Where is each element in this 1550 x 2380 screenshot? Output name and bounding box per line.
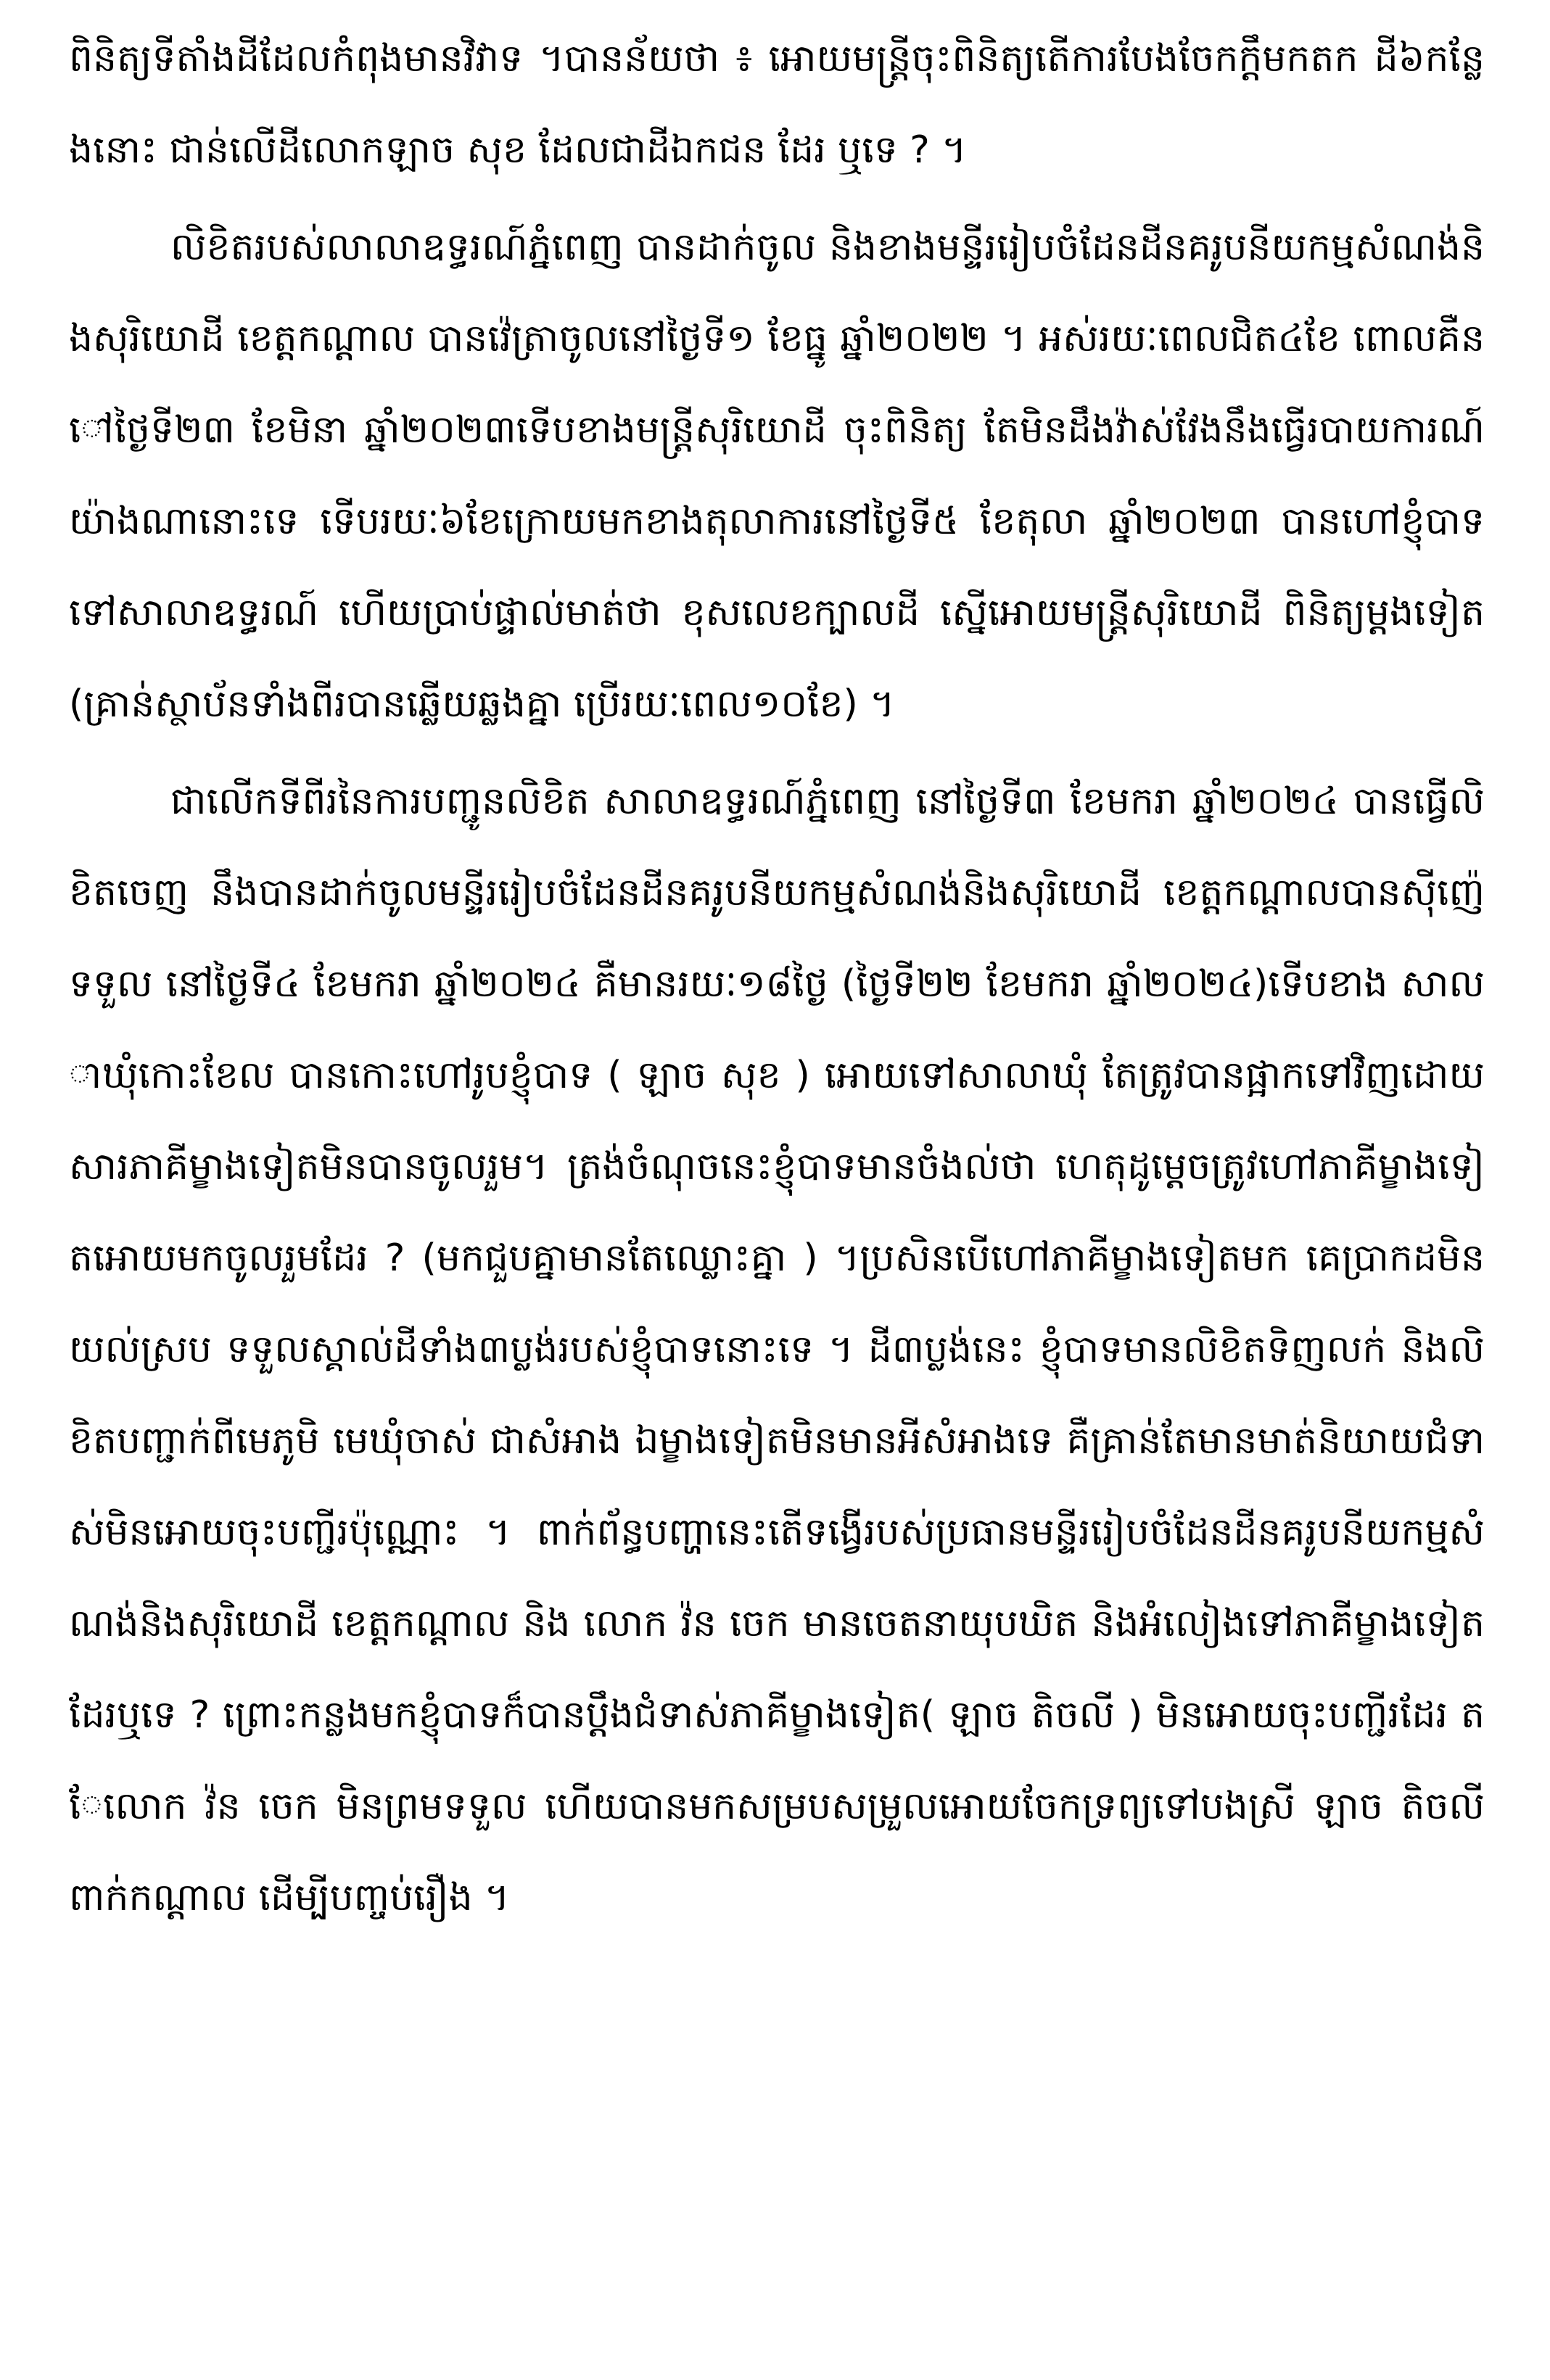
paragraph-2: លិខិតរបស់លាលាឧទ្ធរណ៍ភ្នំពេញ បានដាក់ចូល និងខាងមន្ទីររៀបចំដែនដីនគរូបនីយកម្មសំណង់និងសុរិយោដី ខេត្តកណ្តាល បានវ៉េត្រាចូលនៅថ្ងៃទី១ ខែធ្នូ ឆ្នាំ២០២២ ។ អស់រយៈពេលជិត៤ខែ ពោលគឺនៅថ្ងៃទី២៣ ខែមិនា ឆ្នាំ២០២៣ទើបខាងមន្ត្រីសុរិយោដី ចុះពិនិត្យ តែមិនដឹងវ៉ាស់វែងនឹងធ្វើរបាយការណ៍យ៉ាងណានោះទេ ទើបរយៈ៦ខែក្រោយមកខាងតុលាការនៅថ្ងៃទី៥ ខែតុលា ឆ្នាំ២០២៣ បានហៅខ្ញុំបាទ ទៅសាលាឧទ្ធរណ៍ ហើយប្រាប់ផ្ទាល់មាត់ថា ខុសលេខក្បាលដី ស្នើអោយមន្ត្រីសុរិយោដី ពិនិត្យម្តងទៀត (គ្រាន់ស្ថាប័នទាំងពីរបានឆ្លើយឆ្លងគ្នា ប្រើរយៈពេល១០ខែ) ។	[69, 226, 1485, 726]
paragraph-1: ពិនិត្យទីតាំងដីដែលកំពុងមានវិវាទ ។បានន័យថា ៖ អោយមន្ត្រីចុះពិនិត្យតើការបែងចែកក្តឹមកតក ដី៦កន្លែងនោះ ជាន់លើដីលោកឡាច សុខ ដែលជាដីឯកជន ដែរ ឬទេ ? ។	[69, 37, 1485, 172]
paragraph-3: ជាលើកទីពីរនៃការបញ្ជូនលិខិត សាលាឧទ្ធរណ៍ភ្នំពេញ នៅថ្ងៃទី៣ ខែមករា ឆ្នាំ២០២៤ បានធ្វើលិខិតចេញ នឹងបានដាក់ចូលមន្ទីររៀបចំដែនដីនគរូបនីយកម្មសំណង់និងសុរិយោដី ខេត្តកណ្តាលបានស៊ីញ៉េទទួល នៅថ្ងៃទី៤ ខែមករា ឆ្នាំ២០២៤ គឺមានរយៈ១៨ថ្ងៃ (ថ្ងៃទី២២ ខែមករា ឆ្នាំ២០២៤)ទើបខាង សាលាឃុំកោះខែល បានកោះហៅរូបខ្ញុំបាទ ( ឡាច សុខ ) អោយទៅសាលាឃុំ តែត្រូវបានផ្អាកទៅវិញដោយសារភាគីម្ខាងទៀតមិនបានចូលរួម។ ត្រង់ចំណុចនេះខ្ញុំបាទមានចំងល់ថា ហេតុដូម្តេចត្រូវហៅភាគីម្ខាងទៀតអោយមកចូលរួមដែរ ? (មកជួបគ្នាមានតែឈ្លោះគ្នា ) ។ប្រសិនបើហៅភាគីម្ខាងទៀតមក គេប្រាកដមិនយល់ស្រប ទទួលស្គាល់ដីទាំង៣ប្លង់របស់ខ្ញុំបាទនោះទេ ។ ដី៣ប្លង់នេះ ខ្ញុំបាទមានលិខិតទិញលក់ និងលិខិតបញ្ជាក់ពីមេភូមិ មេឃុំចាស់ ជាសំអាង ឯម្ខាងទៀតមិនមានអីសំអាងទេ គឺគ្រាន់តែមានមាត់និយាយជំទាស់មិនអោយចុះបញ្ជីរប៉ុណ្ណោះ ។ ពាក់ព័ន្ធបញ្ហានេះតើទង្វើរបស់ប្រធានមន្ទីររៀបចំដែនដីនគរូបនីយកម្មសំណង់និងសុរិយោដី ខេត្តកណ្តាល និង លោក វ៉ន ចេក មានចេតនាយុបឃិត និងអំលៀងទៅភាគីម្ខាងទៀតដែរឬទេ ? ព្រោះកន្លងមកខ្ញុំបាទក៏បានប្តឹងជំទាស់ភាគីម្ខាងទៀត( ឡាច តិចលី ) មិនអោយចុះបញ្ជីរដែរ តែលោក វ៉ន ចេក មិនព្រមទទួល ហើយបានមកសម្របសម្រួលអោយចែកទ្រព្យទៅបងស្រី ឡាច តិចលី ពាក់កណ្តាល ដើម្បីបញ្ចប់រឿង ។	[69, 780, 1485, 1920]
